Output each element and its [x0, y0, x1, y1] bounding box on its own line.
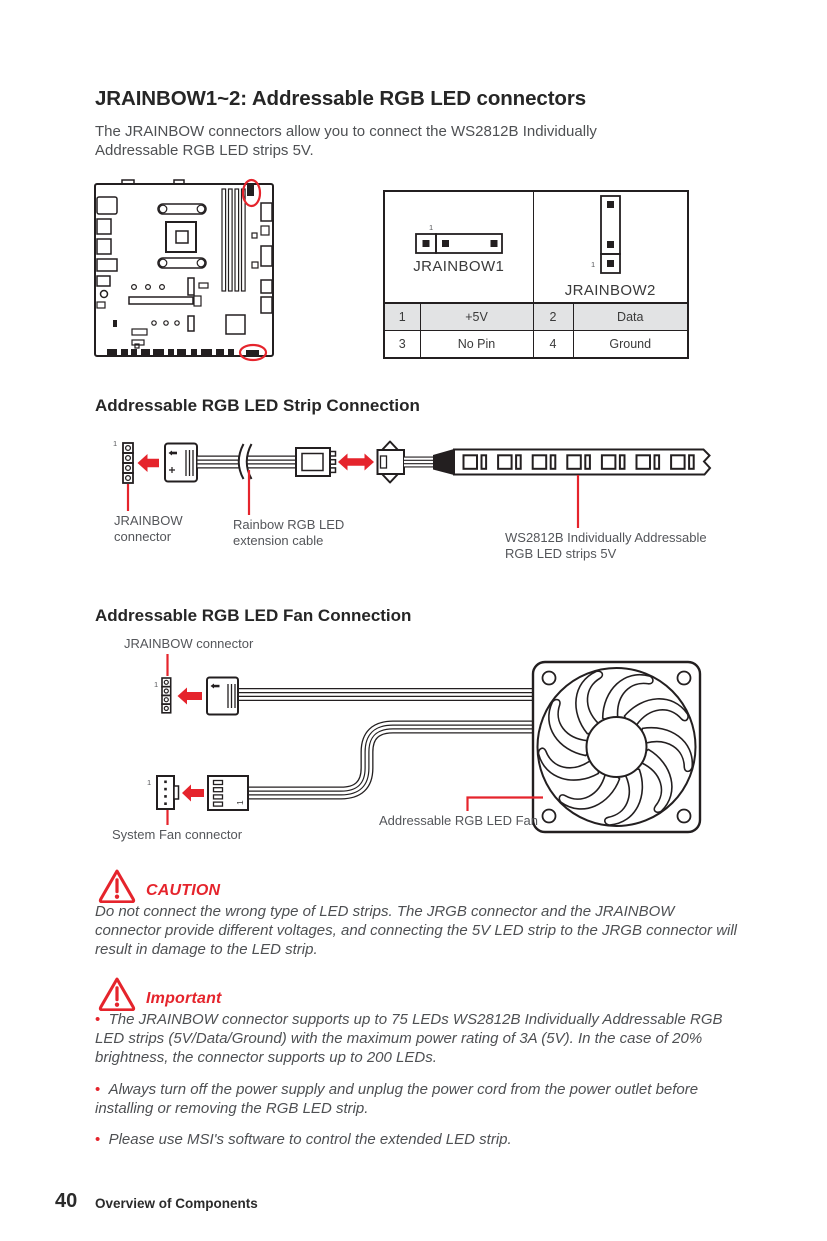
- fan-illustration: [533, 662, 702, 833]
- fan-section-heading: Addressable RGB LED Fan Connection: [95, 606, 412, 625]
- caution-text: Do not connect the wrong type of LED strips. The JRGB connector and the JRAINBOW connector provide different voltages, and connecting the 5V LED strip to the JRGB connector will result in damage to the LED strip.: [95, 903, 738, 959]
- caution-title: CAUTION: [146, 882, 221, 899]
- leader-line-fan: [468, 798, 544, 812]
- extension-cable-plug: [165, 444, 197, 482]
- label-rgb-fan: Addressable RGB LED Fan: [379, 813, 538, 828]
- board-tab: [122, 180, 134, 184]
- label-led-strip: WS2812B Individually Addressable RGB LED strips 5V: [505, 530, 707, 561]
- led-strip: [454, 450, 710, 475]
- fan-cable-bottom: [248, 727, 538, 793]
- pin-number: 2: [533, 303, 573, 331]
- pin-signal: No Pin: [420, 331, 533, 359]
- extension-cable-male-connector: [296, 448, 336, 476]
- pin-row-2: [384, 331, 688, 359]
- pin-number: 3: [384, 331, 420, 359]
- jrainbow2-location: [246, 350, 259, 356]
- system-fan-header: [147, 776, 179, 809]
- jrainbow2-connector-diagram: [588, 195, 632, 279]
- strip-section-heading: Addressable RGB LED Strip Connection: [95, 396, 420, 415]
- jrainbow2-header-cell: [533, 191, 688, 303]
- connector2-name: JRAINBOW2: [564, 282, 656, 299]
- fan-connection-diagram: [95, 640, 730, 840]
- jrainbow-header: [113, 439, 133, 483]
- rear-io-ports: [97, 197, 117, 308]
- intro-paragraph: The JRAINBOW connectors allow you to connect the WS2812B Individually Addressable RGB LED strips 5V.: [95, 123, 597, 160]
- left-arrow-icon: [138, 454, 160, 472]
- pin-table: [383, 190, 689, 359]
- warning-triangle-icon: [97, 976, 137, 1011]
- pin-signal: Ground: [573, 331, 688, 359]
- pin-signal: +5V: [420, 303, 533, 331]
- bottom-headers: [107, 349, 259, 356]
- pin-row-1: [384, 303, 688, 331]
- footer-section-title: Overview of Components: [95, 1196, 258, 1211]
- connector1-name: JRAINBOW1: [413, 258, 505, 275]
- label-extension-cable: Rainbow RGB LED extension cable: [233, 517, 345, 548]
- warning-triangle-icon: [97, 868, 137, 903]
- left-arrow-icon: [182, 785, 204, 802]
- jrainbow1-connector-diagram: [404, 219, 514, 255]
- jrainbow1-location: [247, 183, 254, 196]
- svg-text:1: 1: [154, 680, 159, 689]
- extension-cable-wires: [198, 444, 297, 479]
- strip-connector: [378, 442, 455, 483]
- jrainbow-header-fan: [154, 678, 171, 713]
- important-list: [95, 1011, 745, 1163]
- svg-text:1: 1: [428, 223, 433, 232]
- svg-text:1: 1: [591, 260, 596, 269]
- pin-number: 1: [384, 303, 420, 331]
- board-tab: [174, 180, 184, 184]
- label-jrainbow-connector: JRAINBOW connector: [114, 513, 183, 544]
- jrainbow1-header-cell: [384, 191, 533, 303]
- page-title: JRAINBOW1~2: Addressable RGB LED connectors: [95, 87, 587, 110]
- cpu-socket: [158, 204, 206, 268]
- footer-page-number: 40: [55, 1190, 78, 1212]
- svg-text:1: 1: [147, 778, 152, 787]
- motherboard-diagram: [92, 177, 284, 365]
- important-bullet: • Please use MSI's software to control the extended LED strip.: [95, 1131, 745, 1150]
- svg-text:1: 1: [113, 439, 118, 448]
- important-header: [97, 976, 222, 1011]
- pin-number: 4: [533, 331, 573, 359]
- important-bullet: • The JRAINBOW connector supports up to 75 LEDs WS2812B Individually Addressable RGB LED strips (5V/Data/Ground) with the maximum power rating of 3A (5V). In the case of 20% brightness, the connector supports up to 200 LEDs.: [95, 1011, 745, 1068]
- caution-header: [97, 868, 220, 903]
- fan-power-plug: [208, 776, 248, 810]
- label-system-fan-connector: System Fan connector: [112, 827, 243, 842]
- important-bullet: • Always turn off the power supply and unplug the power cord from the power outlet before installing or removing the RGB LED strip.: [95, 1081, 745, 1119]
- rgb-fan-plug: [207, 678, 238, 715]
- label-jrainbow-connector-fan: JRAINBOW connector: [124, 636, 254, 651]
- left-arrow-icon: [178, 688, 203, 705]
- board-headers: [252, 203, 272, 313]
- double-arrow-icon: [338, 454, 374, 471]
- dimm-slots: [222, 189, 245, 291]
- pin-signal: Data: [573, 303, 688, 331]
- important-title: Important: [146, 990, 222, 1007]
- svg-text:1: 1: [235, 800, 245, 805]
